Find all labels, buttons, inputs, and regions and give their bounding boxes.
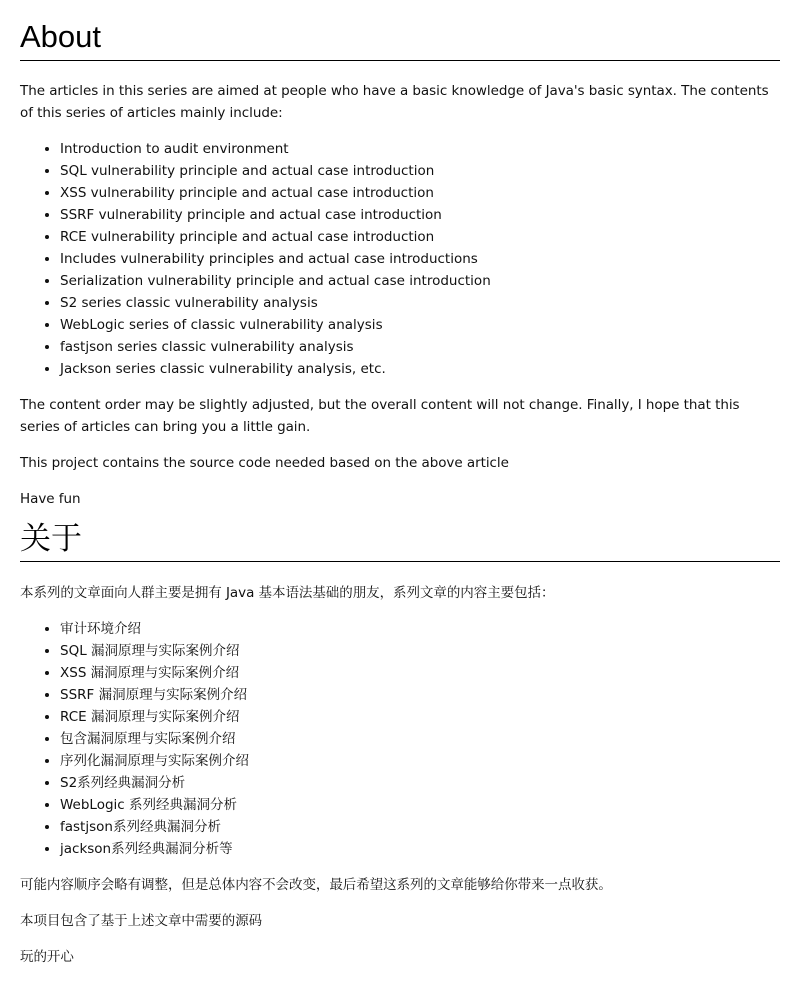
list-item: • XSS 漏洞原理与实际案例介绍: [60, 662, 780, 684]
list-item: • RCE 漏洞原理与实际案例介绍: [60, 706, 780, 728]
closing-paragraph: The content order may be slightly adjusted, but the overall content will not change. Finally, I hope that this series of articles can bring you a little gain.: [20, 397, 740, 435]
list-item: • Serialization vulnerability principle and actual case introduction: [60, 270, 780, 292]
list-item: • Introduction to audit environment: [60, 138, 780, 160]
about-section-english: [20, 17, 780, 510]
list-item: • WebLogic series of classic vulnerability analysis: [60, 314, 780, 336]
list-item: • Jackson series classic vulnerability analysis, etc.: [60, 358, 780, 380]
list-item: • S2系列经典漏洞分析: [60, 772, 780, 794]
list-item: • 包含漏洞原理与实际案例介绍: [60, 728, 780, 750]
intro-paragraph-zh: 本系列的文章面向人群主要是拥有 Java 基本语法基础的朋友，系列文章的内容主要包括：: [20, 585, 555, 601]
intro-paragraph: The articles in this series are aimed at people who have a basic knowledge of Java's basic syntax. The contents of this series of articles mainly include:: [20, 83, 769, 121]
sign-off-paragraph: Have fun: [20, 491, 81, 507]
sign-off-paragraph-zh: 玩的开心: [20, 949, 74, 965]
list-item: • fastjson series classic vulnerability analysis: [60, 336, 780, 358]
topics-list: [20, 138, 780, 380]
list-item: • jackson系列经典漏洞分析等: [60, 838, 780, 860]
project-note-paragraph: This project contains the source code needed based on the above article: [20, 455, 509, 471]
list-item: • Includes vulnerability principles and actual case introductions: [60, 248, 780, 270]
list-item: • S2 series classic vulnerability analysis: [60, 292, 780, 314]
readme-document: [0, 17, 800, 968]
project-note-paragraph-zh: 本项目包含了基于上述文章中需要的源码: [20, 913, 263, 929]
section-heading-about: About: [20, 17, 780, 61]
list-item: • 序列化漏洞原理与实际案例介绍: [60, 750, 780, 772]
list-item: • SSRF 漏洞原理与实际案例介绍: [60, 684, 780, 706]
list-item: • WebLogic 系列经典漏洞分析: [60, 794, 780, 816]
list-item: • XSS vulnerability principle and actual case introduction: [60, 182, 780, 204]
closing-paragraph-zh: 可能内容顺序会略有调整，但是总体内容不会改变，最后希望这系列的文章能够给你带来一点收获。: [20, 877, 612, 893]
list-item: • SQL vulnerability principle and actual case introduction: [60, 160, 780, 182]
list-item: • RCE vulnerability principle and actual case introduction: [60, 226, 780, 248]
list-item: • SQL 漏洞原理与实际案例介绍: [60, 640, 780, 662]
list-item: • 审计环境介绍: [60, 618, 780, 640]
list-item: • fastjson系列经典漏洞分析: [60, 816, 780, 838]
section-heading-guanyu: 关于: [20, 510, 780, 562]
about-section-chinese: [20, 510, 780, 968]
topics-list-zh: [20, 618, 780, 860]
list-item: • SSRF vulnerability principle and actual case introduction: [60, 204, 780, 226]
